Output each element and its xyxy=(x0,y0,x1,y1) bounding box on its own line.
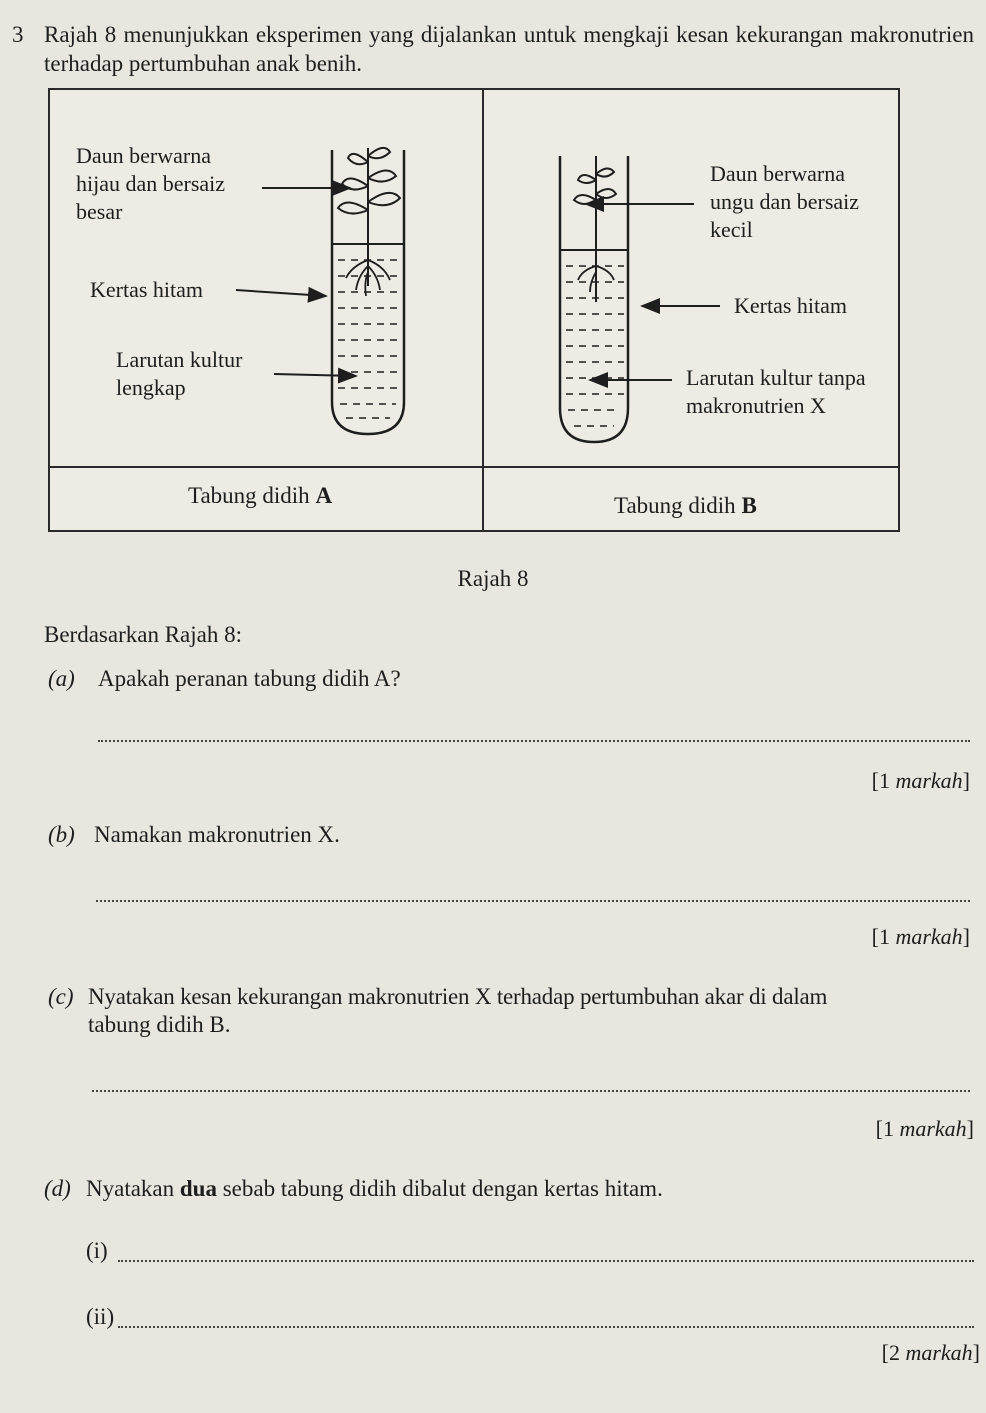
part-d-text-bold: dua xyxy=(179,1176,217,1201)
label-solution-a-line1: Larutan kultur xyxy=(116,347,243,372)
label-leaf-a xyxy=(76,142,225,226)
part-d-sub-ii-label: (ii) xyxy=(86,1304,115,1329)
test-tube-a xyxy=(332,148,404,434)
caption-tube-a-prefix: Tabung didih xyxy=(188,483,310,508)
part-a-marks-num: [1 xyxy=(871,768,890,793)
part-b-marks-close: ] xyxy=(962,924,970,949)
label-leaf-a-line3: besar xyxy=(76,199,123,224)
label-leaf-b-line2: ungu dan bersaiz xyxy=(710,189,860,214)
label-leaf-b-line1: Daun berwarna xyxy=(710,161,845,186)
part-a-marks-word: markah xyxy=(895,768,963,793)
part-d-text-pre: Nyatakan xyxy=(86,1176,175,1201)
part-a-question: Apakah peranan tabung didih A? xyxy=(98,666,401,691)
caption-tube-b-prefix: Tabung didih xyxy=(614,493,736,518)
figure-title: Rajah 8 xyxy=(457,566,529,591)
part-c-answer-line[interactable] xyxy=(92,1090,970,1092)
lead-text: Berdasarkan Rajah 8: xyxy=(44,622,242,647)
label-paper-a: Kertas hitam xyxy=(90,277,204,302)
label-leaf-b-line3: kecil xyxy=(710,217,753,242)
part-b-marks xyxy=(740,924,970,950)
part-a-label: (a) xyxy=(48,666,75,691)
label-solution-b xyxy=(686,364,866,420)
part-d-marks-word: markah xyxy=(905,1340,973,1365)
label-leaf-a-line2: hijau dan bersaiz xyxy=(76,171,226,196)
part-a-answer-line[interactable] xyxy=(98,740,970,742)
figure-rajah-8 xyxy=(48,88,900,532)
caption-tube-b-letter: B xyxy=(741,493,757,518)
part-d-label: (d) xyxy=(44,1176,71,1201)
label-solution-a-line2: lengkap xyxy=(116,375,186,400)
part-c-label: (c) xyxy=(48,984,74,1009)
part-b-marks-word: markah xyxy=(895,924,963,949)
part-c-marks-close: ] xyxy=(966,1116,974,1141)
caption-tube-a-letter: A xyxy=(315,483,333,508)
caption-tube-a xyxy=(188,482,332,510)
question-number: 3 xyxy=(12,22,24,47)
part-d-marks xyxy=(740,1340,980,1366)
part-d-question xyxy=(86,1176,663,1202)
label-leaf-a-line1: Daun berwarna xyxy=(76,143,211,168)
part-b-marks-num: [1 xyxy=(871,924,890,949)
question-intro: Rajah 8 menunjukkan eksperimen yang dijalankan untuk mengkaji kesan kekurangan makronutrien terhadap pertumbuhan anak benih. xyxy=(44,22,974,76)
part-d-marks-close: ] xyxy=(972,1340,980,1365)
part-c-marks-word: markah xyxy=(899,1116,967,1141)
part-b-label: (b) xyxy=(48,822,75,847)
part-b-answer-line[interactable] xyxy=(96,900,970,902)
arrow-paper-a xyxy=(236,290,326,296)
part-d-sub-ii-answer-line[interactable] xyxy=(118,1326,974,1328)
label-solution-b-line1: Larutan kultur tanpa xyxy=(686,365,866,390)
part-c-question-line2: tabung didih B. xyxy=(88,1012,231,1037)
part-c-question-line1: Nyatakan kesan kekurangan makronutrien X terhadap pertumbuhan akar di dalam xyxy=(88,984,828,1009)
caption-tube-b xyxy=(614,492,757,520)
part-c-marks xyxy=(740,1116,974,1142)
part-a-marks-close: ] xyxy=(962,768,970,793)
label-leaf-b xyxy=(710,160,859,244)
part-d-marks-num: [2 xyxy=(881,1340,900,1365)
part-a-marks xyxy=(740,768,970,794)
test-tube-b xyxy=(560,156,628,442)
part-d-sub-i-answer-line[interactable] xyxy=(118,1260,974,1262)
part-d-sub-i-label: (i) xyxy=(86,1238,108,1263)
label-paper-b: Kertas hitam xyxy=(734,293,848,318)
label-solution-a xyxy=(116,346,242,402)
part-d-text-post: sebab tabung didih dibalut dengan kertas hitam. xyxy=(222,1176,663,1201)
part-b-question: Namakan makronutrien X. xyxy=(94,822,340,847)
label-solution-b-line2: makronutrien X xyxy=(686,393,826,418)
arrow-solution-a xyxy=(274,374,356,376)
part-c-marks-num: [1 xyxy=(875,1116,894,1141)
